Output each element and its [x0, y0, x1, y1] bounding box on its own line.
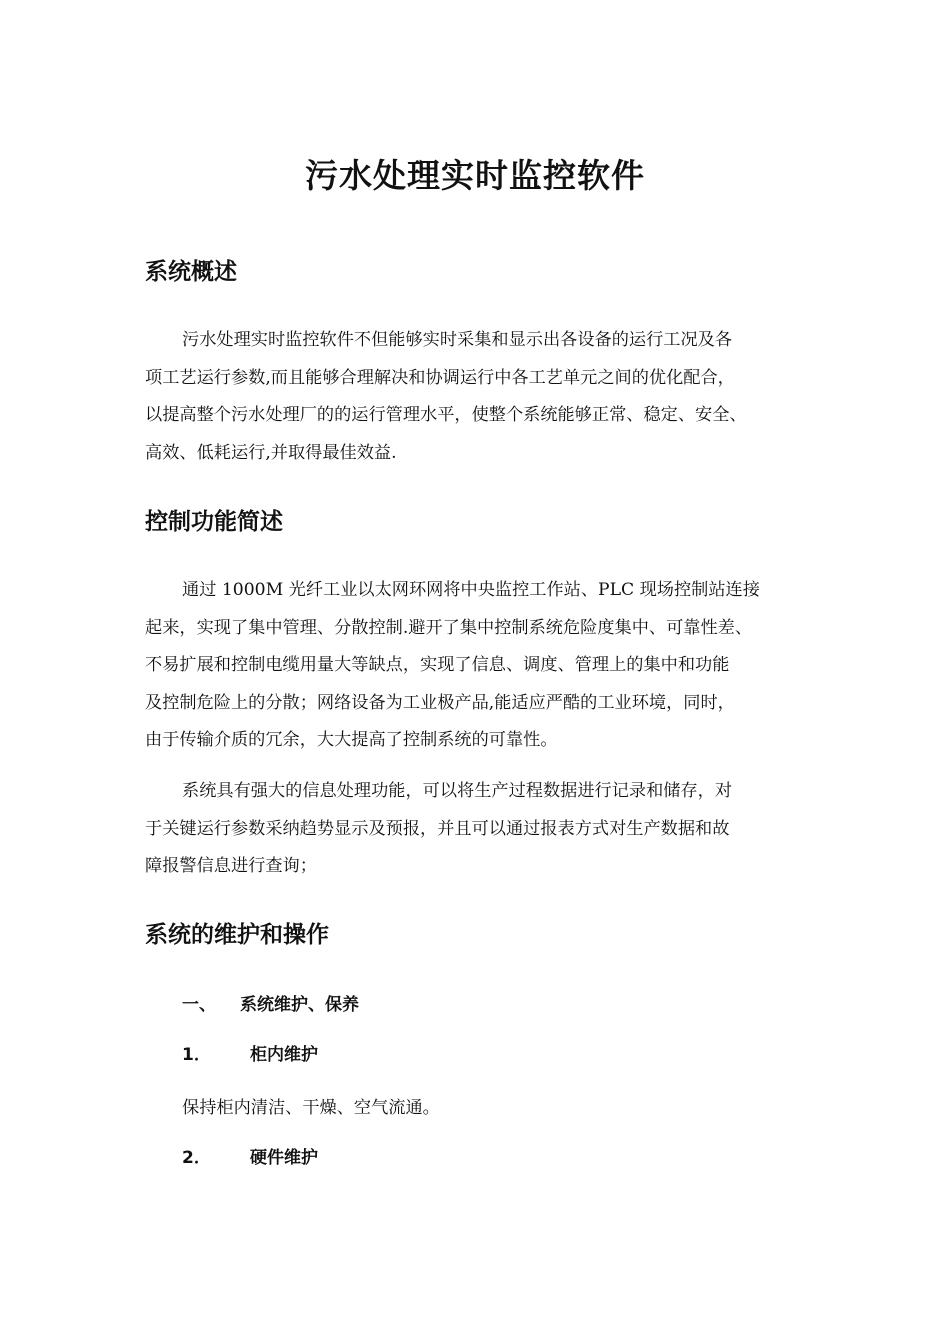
paragraph-line: 高效、低耗运行,并取得最佳效益.: [145, 442, 397, 463]
section-heading-control-functions: 控制功能简述: [145, 509, 283, 535]
section-heading-overview: 系统概述: [145, 259, 237, 285]
item-text-cabinet: 保持柜内清洁、干燥、空气流通。: [182, 1098, 440, 1118]
paragraph-line: 以提高整个污水处理厂的的运行管理水平，使整个系统能够正常、稳定、安全、: [145, 405, 747, 425]
paragraph-line: 系统具有强大的信息处理功能，可以将生产过程数据进行记录和储存，对: [182, 781, 733, 801]
paragraph-line: 由于传输介质的冗余，大大提高了控制系统的可靠性。: [145, 730, 558, 750]
subsection-heading: [182, 992, 359, 1018]
item-number: 1．: [182, 1045, 211, 1065]
paragraph-line: 项工艺运行参数,而且能够合理解决和协调运行中各工艺单元之间的优化配合，: [145, 367, 735, 388]
section-heading-maintenance-operation: 系统的维护和操作: [145, 922, 329, 948]
paragraph-line: 污水处理实时监控软件不但能够实时采集和显示出各设备的运行工况及各: [182, 330, 733, 350]
paragraph-line: 障报警信息进行查询；: [145, 856, 317, 876]
subsection-label: 系统维护、保养: [240, 995, 359, 1015]
paragraph-line: 通过 1000M 光纤工业以太网环网将中央监控工作站、PLC 现场控制站连接: [182, 580, 760, 600]
item-heading-cabinet: [182, 1042, 318, 1068]
document-title: 污水处理实时监控软件: [305, 156, 645, 195]
item-label: 柜内维护: [250, 1045, 318, 1065]
subsection-number: 一、: [182, 995, 216, 1015]
paragraph-line: 于关键运行参数采纳趋势显示及预报，并且可以通过报表方式对生产数据和故: [145, 818, 730, 839]
item-number: 2．: [182, 1148, 211, 1168]
paragraph-control-network: [145, 572, 815, 760]
item-heading-hardware: [182, 1145, 318, 1171]
paragraph-line: 及控制危险上的分散；网络设备为工业极产品,能适应严酷的工业环境，同时，: [145, 692, 735, 713]
paragraph-line: 起来，实现了集中管理、分散控制.避开了集中控制系统危险度集中、可靠性差、: [145, 617, 753, 638]
paragraph-information-processing: [145, 773, 815, 886]
item-label: 硬件维护: [250, 1148, 318, 1168]
paragraph-overview: [145, 322, 815, 472]
paragraph-line: 不易扩展和控制电缆用量大等缺点，实现了信息、调度、管理上的集中和功能: [145, 655, 730, 675]
